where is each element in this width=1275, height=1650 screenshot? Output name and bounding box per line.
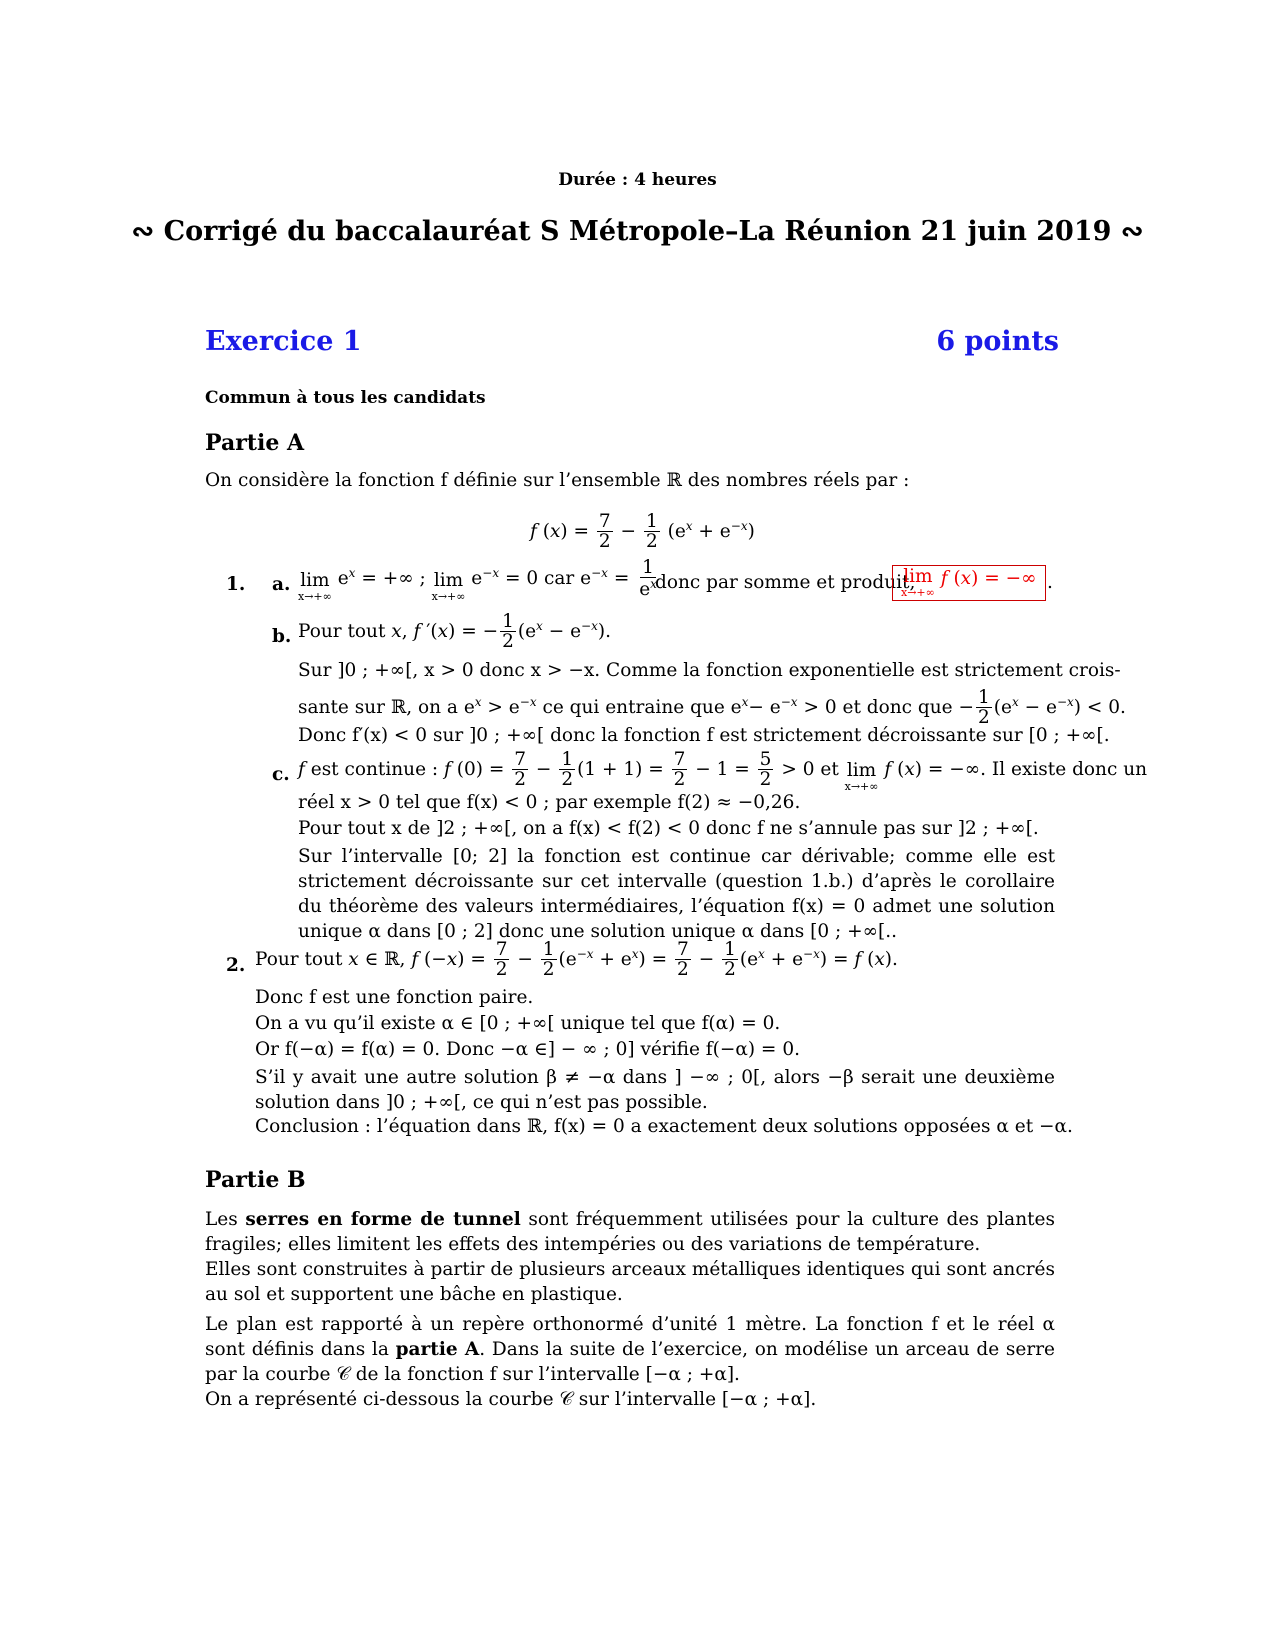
question-1-number: 1. [226, 574, 246, 595]
question-1b-line4: Donc f′(x) < 0 sur ]0 ; +∞[ donc la fonction f est strictement décroissante sur [0 ; +∞[. [298, 725, 1110, 746]
ornament-right-icon: ∾ [1120, 216, 1144, 247]
partie-a-heading: Partie A [205, 430, 305, 456]
partie-b-paragraph-2: Le plan est rapporté à un repère orthonormé d’unité 1 mètre. La fonction f et le réel α sont définis dans la partie A. Dans la suite de l’exercice, on modélise un arceau de serre par la courbe 𝒞 de la fonction f sur l’intervalle [−α ; +α]. On a représenté ci-dessous la courbe 𝒞 sur l’intervalle [−α ; +α]. [205, 1314, 1055, 1410]
partie-a-intro: On considère la fonction f définie sur l’ensemble ℝ des nombres réels par : [205, 470, 910, 491]
question-1b-line3: sante sur ℝ, on a $e^x > e^{-x}$ ce qui entraine que $e^x- e^{-x} > 0$ et donc que − $\frac{1}{2}$ $(e^x - e^{-x}) < 0$. [298, 687, 1126, 729]
exercise-title: Exercice 1 [205, 326, 362, 357]
question-1b-derivative: Pour tout x, f ′(x) = − $\frac{1}{2}$ $(e^x - e^{-x})$. [298, 611, 611, 653]
question-2-line3: On a vu qu’il existe α ∈ [0 ; +∞[ unique tel que f(α) = 0. [255, 1013, 781, 1034]
question-1b-line2: Sur ]0 ; +∞[, x > 0 donc x > −x. Comme la fonction exponentielle est strictement crois- [298, 660, 1121, 681]
partie-b-heading: Partie B [205, 1167, 306, 1193]
question-2-number: 2. [226, 955, 246, 976]
question-1c-paragraph: Sur l’intervalle [0; 2] la fonction est continue car dérivable; comme elle est strictement décroissante sur cet intervalle (question 1.b.) d’après le corollaire du théorème des valeurs intermédiaires, l’équation f(x) = 0 admet une solution unique α dans [0 ; 2] donc une solution unique α dans [0 ; +∞[.. [298, 846, 1055, 942]
title-text: Corrigé du baccalauréat S Métropole–La Réunion 21 juin 2019 [163, 216, 1112, 247]
question-1a-conclusion: donc par somme et produit, [655, 572, 916, 593]
partie-b-paragraph-1: Les serres en forme de tunnel sont fréquemment utilisées pour la culture des plantes fragiles; elles limitent les effets des intempéries ou des variations de température. Elles sont construites à partir de plusieurs arceaux métalliques identiques qui sont ancrés au sol et supportent une bâche en plastique. [205, 1209, 1055, 1305]
question-2-line2: Donc f est une fonction paire. [255, 987, 534, 1008]
question-2-line1: Pour tout x ∈ ℝ, f (−x) = $\frac{7}{2}$ − $\frac{1}{2}$ $(e^{-x} + e^x)$ = $\frac{7}{2}$ − $\frac{1}{2}$ $(e^x + e^{-x}) = f$ (x). [255, 939, 898, 981]
question-1c-line3: Pour tout x de ]2 ; +∞[, on a f(x) < f(2) < 0 donc f ne s’annule pas sur ]2 ; +∞[. [298, 818, 1039, 839]
question-1b-label: b. [272, 626, 292, 647]
question-2-line6: Conclusion : l’équation dans ℝ, f(x) = 0 a exactement deux solutions opposées α et −α. [255, 1116, 1073, 1137]
question-1c-line1: f est continue : f (0) = $\frac{7}{2}$ − $\frac{1}{2}$ (1 + 1) = $\frac{7}{2}$ − 1 = $\frac{5}{2}$ > 0 et lim x→+∞ f (x) = −∞. Il existe donc un [298, 749, 1148, 793]
limit-result-box: lim x→+∞ f (x) = −∞ [892, 565, 1046, 601]
page-title [0, 216, 1275, 247]
question-1a-label: a. [272, 574, 291, 595]
question-1c-label: c. [272, 764, 290, 785]
question-2-line4: Or f(−α) = f(α) = 0. Donc −α ∈] − ∞ ; 0] vérifie f(−α) = 0. [255, 1039, 800, 1060]
question-1a-limits: lim x→+∞ $e^x$ = +∞ ; lim x→+∞ $e^{-x} = 0$ car $e^{-x}$ = $\frac{1}{e^x}$ [298, 557, 657, 603]
question-1c-line2: réel x > 0 tel que f(x) < 0 ; par exemple f(2) ≈ −0,26. [298, 792, 801, 813]
ornament-left-icon: ∾ [131, 216, 155, 247]
duration: Durée : 4 heures [558, 170, 717, 190]
exercise-audience: Commun à tous les candidats [205, 388, 486, 408]
question-2-line5: S’il y avait une autre solution β ≠ −α dans ] −∞ ; 0[, alors −β serait une deuxième solution dans ]0 ; +∞[, ce qui n’est pas possible. [255, 1067, 1055, 1113]
exercise-points: 6 points [936, 326, 1059, 357]
function-definition: f (x) = $\frac{7}{2}$ − $\frac{1}{2}$ $(e^x + e^{-x})$ [530, 511, 755, 553]
